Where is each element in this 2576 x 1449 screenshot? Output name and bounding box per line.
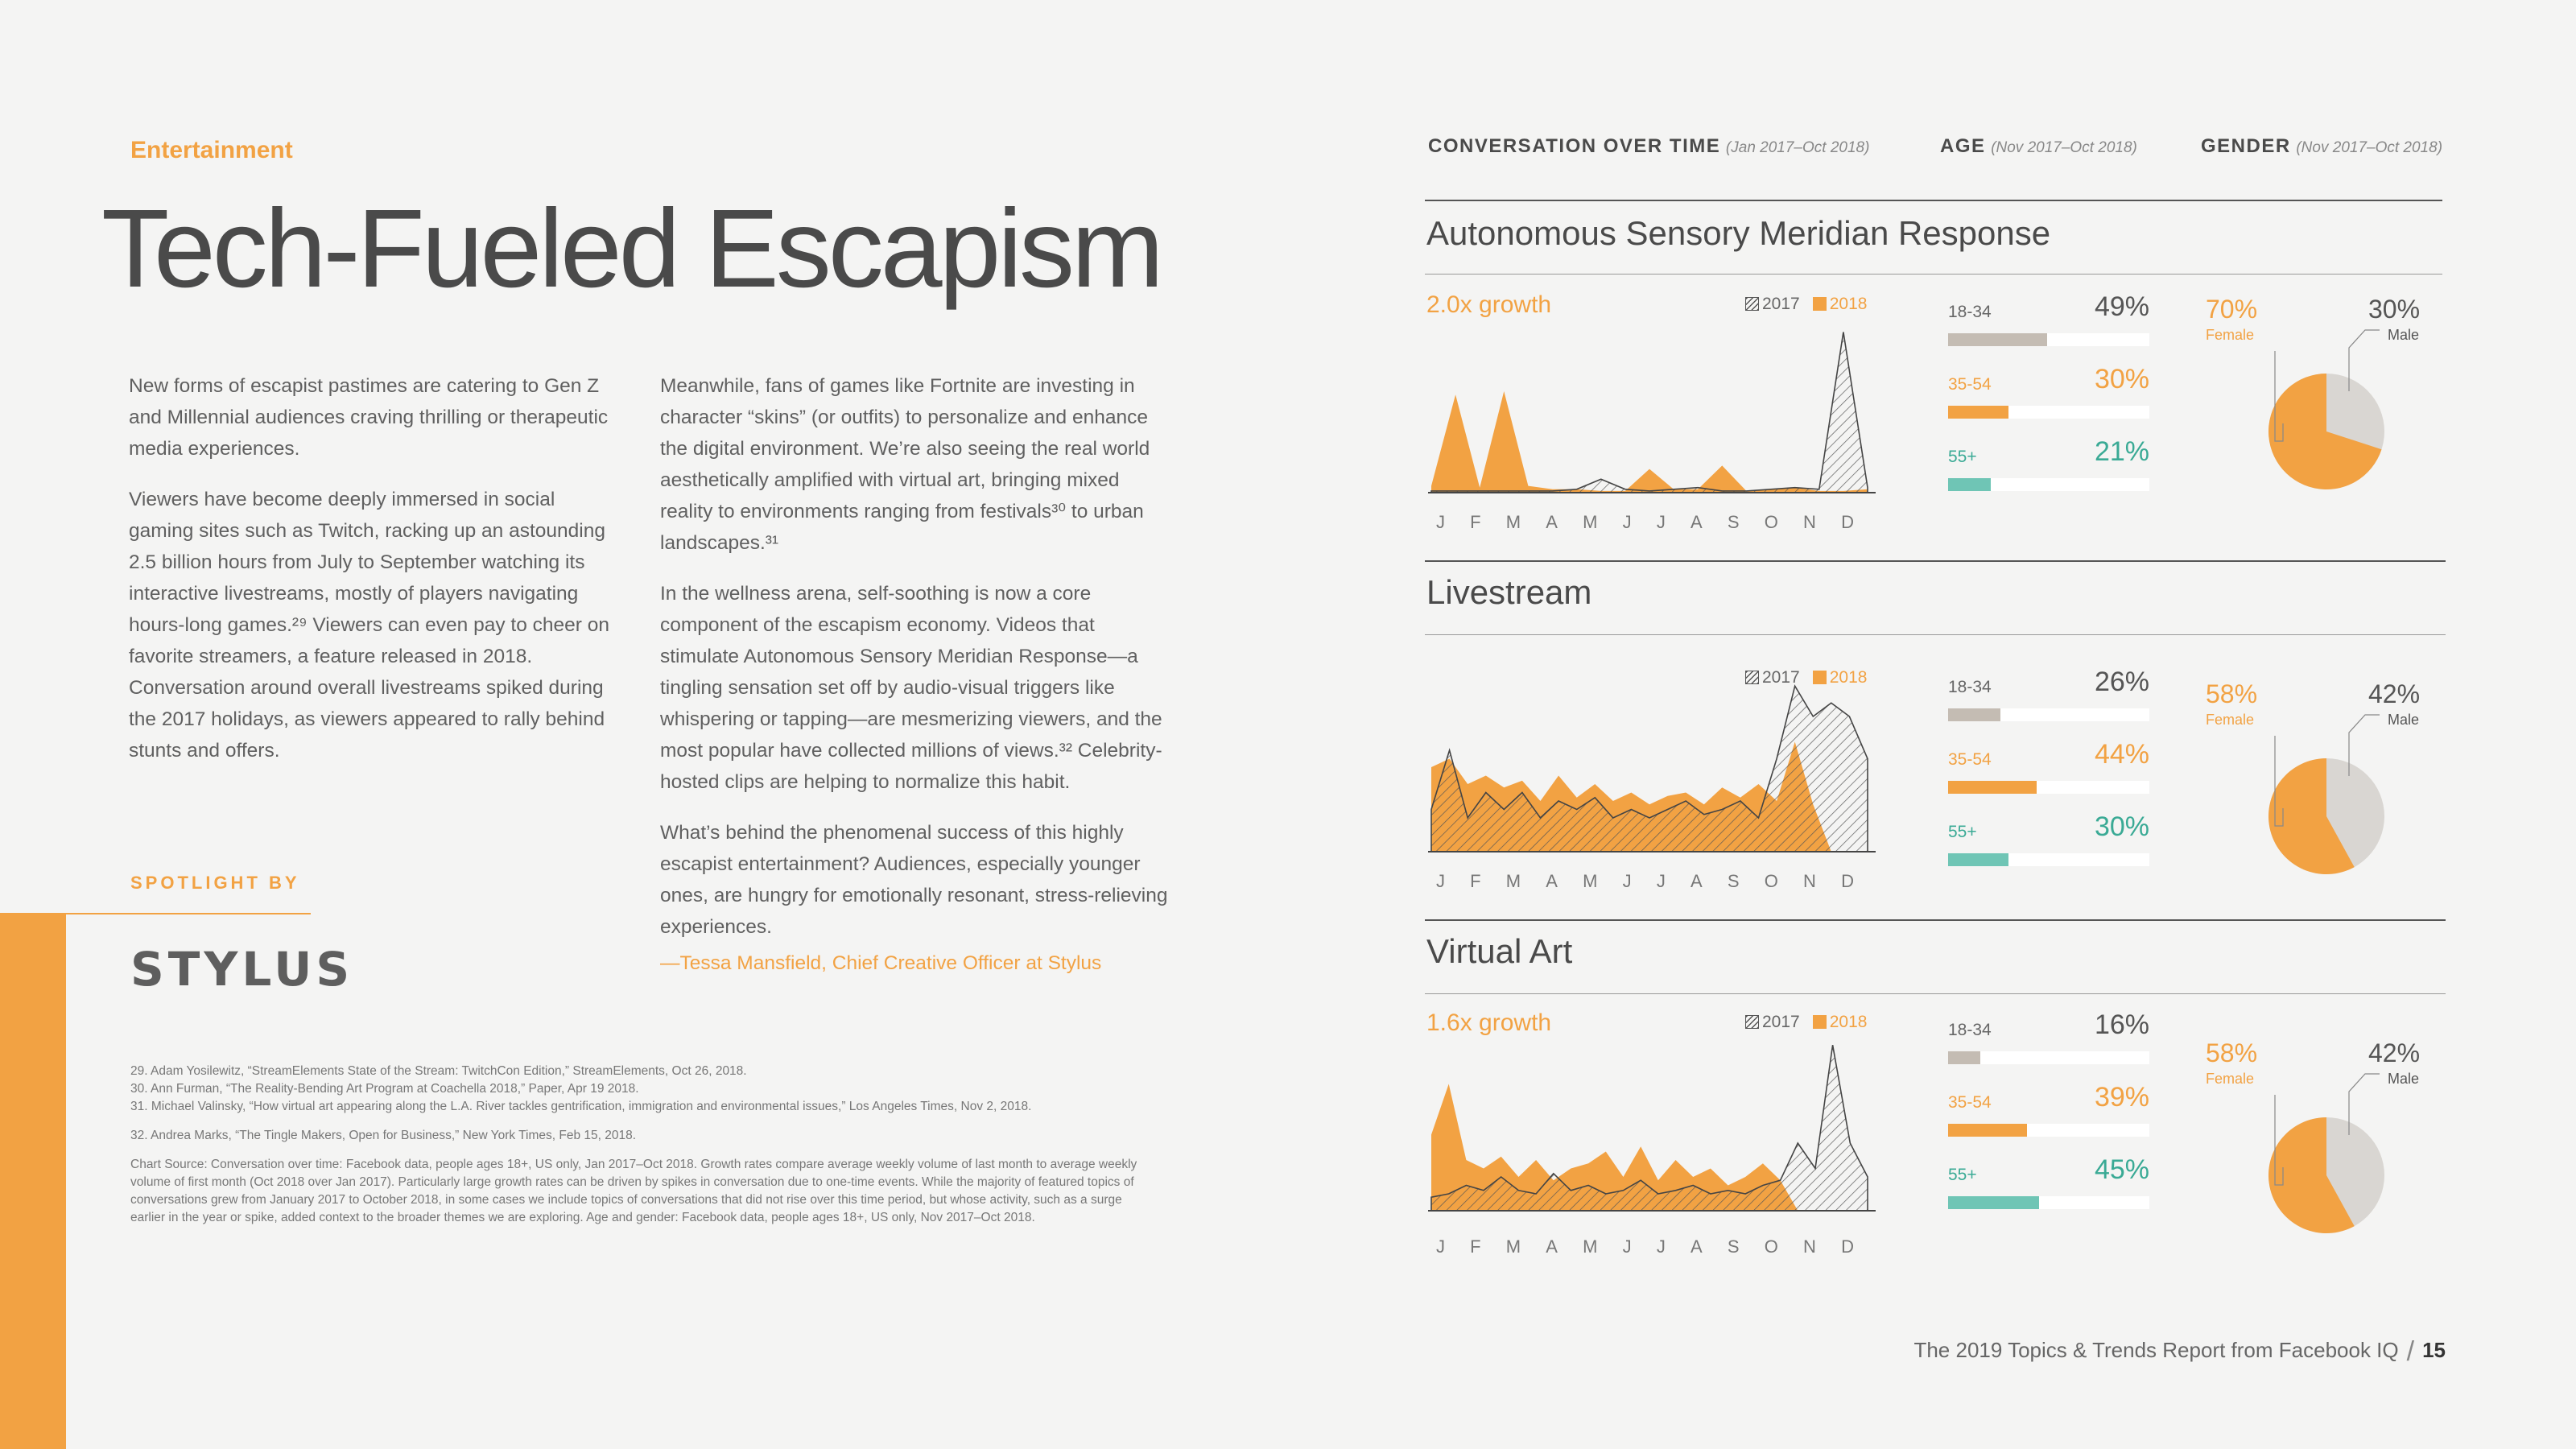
age-bar-fill <box>1948 478 1991 491</box>
month-axis <box>1436 871 1855 892</box>
age-bar-track <box>1948 853 2149 866</box>
age-pct: 44% <box>2094 739 2149 770</box>
age-bar-track <box>1948 406 2149 419</box>
month-tick-label: D <box>1841 871 1855 891</box>
age-row <box>1948 811 2149 884</box>
male-pct: 42% <box>2368 1038 2421 1067</box>
month-tick-label: S <box>1727 871 1740 891</box>
age-bar-track <box>1948 708 2149 721</box>
age-row <box>1948 291 2149 364</box>
month-tick-label: O <box>1764 1236 1779 1257</box>
male-pct: 30% <box>2368 295 2421 324</box>
spotlight-divider <box>0 913 311 914</box>
hatch-swatch-icon <box>1745 1015 1759 1029</box>
month-tick-label: J <box>1436 512 1446 532</box>
paragraph: New forms of escapist pastimes are catering to Gen Z and Millennial audiences craving thrilling or therapeutic media experiences. <box>129 375 609 460</box>
chart-source: Chart Source: Conversation over time: Facebook data, people ages 18+, US only, Jan 2017–Oct 2018. Growth rates compare average weekly volume of last month to average weekly volume of first month (Oct 2018 over Jan 2017). Particularly large growth rates can be driven by spikes in conversation due to one-time events. While the majority of featured topics of conversations grew from January 2017 to October 2018, in some cases we include topics of conversations that did not rise over this time period, but whose activity, such as a surge earlier in the year or spike, added context to the broader themes we are exploring. Age and gender: Facebook data, people ages 18+, US only, Nov 2017–Oct 2018. <box>130 1158 1137 1224</box>
body-column-1 <box>129 370 612 786</box>
month-tick-label: S <box>1727 1236 1740 1257</box>
male-label: Male <box>2388 712 2420 728</box>
age-pct: 30% <box>2094 364 2149 394</box>
gender-pie <box>2206 1038 2447 1248</box>
report-name: The 2019 Topics & Trends Report from Facebook IQ <box>1913 1338 2399 1362</box>
female-pct: 58% <box>2206 1038 2258 1067</box>
month-tick-label: F <box>1470 871 1482 891</box>
orange-swatch-icon <box>1813 1015 1827 1029</box>
divider <box>1425 200 2442 201</box>
female-label: Female <box>2206 712 2255 728</box>
month-tick-label: J <box>1622 871 1633 891</box>
spotlight-label: SPOTLIGHT BY <box>130 873 300 893</box>
panel-title: Virtual Art <box>1426 932 1573 970</box>
footnote: 31. Michael Valinsky, “How virtual art appearing along the L.A. River tackles gentrification, immigration and environmental issues,” Los Angeles Times, Nov 2, 2018. <box>130 1100 1032 1113</box>
month-tick-label: D <box>1841 1236 1855 1257</box>
panel-title: Autonomous Sensory Meridian Response <box>1426 214 2051 252</box>
page-footer <box>1913 1336 2446 1368</box>
age-label: 35-54 <box>1948 1093 1992 1112</box>
age-pct: 39% <box>2094 1082 2149 1113</box>
panel-title: Livestream <box>1426 573 1592 611</box>
month-tick-label: N <box>1803 871 1817 891</box>
month-tick-label: M <box>1505 871 1522 891</box>
age-label: 55+ <box>1948 1166 1977 1184</box>
growth-label: 2.0x growth <box>1426 291 1552 318</box>
female-pct: 70% <box>2206 295 2258 324</box>
gender-breakdown <box>2206 679 2447 889</box>
month-tick-label: M <box>1583 512 1599 532</box>
page-title: Tech-Fueled Escapism <box>101 187 1161 311</box>
month-tick-label: J <box>1436 871 1446 891</box>
gender-pie <box>2206 679 2447 889</box>
age-bar-fill <box>1948 333 2047 346</box>
paragraph: Meanwhile, fans of games like Fortnite are investing in character “skins” (or outfits) to personalize and enhance the digital environment. We’re also seeing the real world aesthetically amplified with virtual art, bringing mixed reality to environments ranging from festivals³⁰ to urban landscapes.³¹ <box>660 375 1150 554</box>
orange-accent-bar <box>0 913 66 1449</box>
age-label: 18-34 <box>1948 303 1992 321</box>
month-axis <box>1436 512 1855 533</box>
paragraph: What’s behind the phenomenal success of this highly escapist entertainment? Audiences, especially younger ones, are hungry for emotionally resonant, stress-relieving experiences. <box>660 822 1168 938</box>
month-tick-label: S <box>1727 512 1740 532</box>
panel-livestream <box>1425 573 2447 927</box>
age-label: 18-34 <box>1948 1021 1992 1039</box>
month-tick-label: M <box>1583 871 1599 891</box>
age-bar-track <box>1948 1051 2149 1064</box>
month-tick-label: A <box>1690 1236 1703 1257</box>
age-row <box>1948 1082 2149 1154</box>
age-pct: 21% <box>2094 436 2149 467</box>
age-row <box>1948 1009 2149 1082</box>
age-row <box>1948 739 2149 811</box>
month-tick-label: A <box>1546 871 1558 891</box>
conversation-chart <box>1425 319 1876 501</box>
age-row <box>1948 667 2149 739</box>
month-tick-label: F <box>1470 1236 1482 1257</box>
month-tick-label: O <box>1764 512 1779 532</box>
age-pct: 45% <box>2094 1154 2149 1185</box>
month-tick-label: A <box>1690 512 1703 532</box>
month-tick-label: N <box>1803 512 1817 532</box>
conversation-chart <box>1425 678 1876 860</box>
page-number: 15 <box>2422 1338 2446 1362</box>
month-tick-label: J <box>1656 871 1666 891</box>
age-bar-fill <box>1948 853 2008 866</box>
header-age: AGE (Nov 2017–Oct 2018) <box>1940 135 2137 157</box>
month-tick-label: M <box>1505 512 1522 532</box>
footnote: 29. Adam Yosilewitz, “StreamElements State of the Stream: TwitchCon Edition,” StreamElements, Oct 26, 2018. <box>130 1064 747 1078</box>
gender-pie <box>2206 295 2447 504</box>
age-bar-track <box>1948 1196 2149 1209</box>
age-pct: 49% <box>2094 291 2149 322</box>
age-label: 35-54 <box>1948 750 1992 769</box>
body-column-2 <box>660 370 1175 998</box>
header-conversation: CONVERSATION OVER TIME (Jan 2017–Oct 2018) <box>1428 135 1870 157</box>
stylus-logo: STYLUS <box>130 942 354 997</box>
age-label: 35-54 <box>1948 375 1992 394</box>
month-tick-label: M <box>1505 1236 1522 1257</box>
panel-virtual-art <box>1425 932 2447 1286</box>
series-2017-area <box>1431 686 1868 852</box>
footnotes <box>130 1063 1153 1227</box>
chart-legend: 2017 2018 <box>1745 1013 1867 1032</box>
growth-label: 1.6x growth <box>1426 1009 1552 1036</box>
age-bar-track <box>1948 333 2149 346</box>
age-label: 55+ <box>1948 448 1977 466</box>
male-pct: 42% <box>2368 679 2421 708</box>
month-tick-label: J <box>1656 512 1666 532</box>
panel-asmr <box>1425 214 2447 568</box>
age-pct: 30% <box>2094 811 2149 842</box>
female-label: Female <box>2206 327 2255 343</box>
age-bar-fill <box>1948 1124 2027 1137</box>
footnote: 30. Ann Furman, “The Reality-Bending Art Program at Coachella 2018,” Paper, Apr 19 2018. <box>130 1082 639 1096</box>
age-row <box>1948 364 2149 436</box>
gender-breakdown <box>2206 295 2447 504</box>
orange-swatch-icon <box>1813 297 1827 311</box>
male-label: Male <box>2388 1071 2420 1087</box>
month-axis <box>1436 1236 1855 1257</box>
paragraph: In the wellness arena, self-soothing is now a core component of the escapism economy. Videos that stimulate Autonomous Sensory Meridian Response—a tingling sensation set off by audio-visual triggers like whispering or tapping—are mesmerizing viewers, and the most popular have collected millions of views.³² Celebrity-hosted clips are helping to normalize this habit. <box>660 583 1162 793</box>
chart-legend: 2017 2018 <box>1745 295 1867 314</box>
series-2018-area <box>1431 391 1868 493</box>
gender-breakdown <box>2206 1038 2447 1248</box>
age-row <box>1948 436 2149 509</box>
age-bar-fill <box>1948 406 2008 419</box>
female-pct: 58% <box>2206 679 2258 708</box>
age-pct: 26% <box>2094 667 2149 697</box>
quote-attribution: —Tessa Mansfield, Chief Creative Officer at Stylus <box>660 952 1102 974</box>
female-label: Female <box>2206 1071 2255 1087</box>
age-bar-fill <box>1948 1051 1980 1064</box>
month-tick-label: J <box>1436 1236 1446 1257</box>
month-tick-label: A <box>1690 871 1703 891</box>
age-pct: 16% <box>2094 1009 2149 1040</box>
footer-slash: / <box>2406 1336 2415 1367</box>
month-tick-label: D <box>1841 512 1855 532</box>
header-gender: GENDER (Nov 2017–Oct 2018) <box>2201 135 2443 157</box>
footnote: 32. Andrea Marks, “The Tingle Makers, Open for Business,” New York Times, Feb 15, 2018. <box>130 1129 637 1142</box>
month-tick-label: N <box>1803 1236 1817 1257</box>
age-bar-fill <box>1948 708 2000 721</box>
paragraph: Viewers have become deeply immersed in social gaming sites such as Twitch, racking up an astounding 2.5 billion hours from July to September watching its interactive livestreams, mostly of players navigating hours-long games.²⁹ Viewers can even pay to cheer on favorite streamers, a feature released in 2018. Conversation around overall livestreams spiked during the 2017 holidays, as viewers appeared to rally behind stunts and offers. <box>129 489 610 762</box>
age-bar-track <box>1948 781 2149 794</box>
age-bar-fill <box>1948 781 2037 794</box>
male-label: Male <box>2388 327 2420 343</box>
month-tick-label: A <box>1546 512 1558 532</box>
month-tick-label: O <box>1764 871 1779 891</box>
age-breakdown <box>1948 291 2149 509</box>
month-tick-label: J <box>1622 1236 1633 1257</box>
chart-headers <box>1428 135 2442 167</box>
age-label: 55+ <box>1948 823 1977 841</box>
chart-legend: 2017 2018 <box>1745 668 1867 687</box>
age-bar-fill <box>1948 1196 2039 1209</box>
age-bar-track <box>1948 478 2149 491</box>
conversation-chart <box>1425 1037 1876 1219</box>
age-breakdown <box>1948 1009 2149 1227</box>
month-tick-label: F <box>1470 512 1482 532</box>
age-bar-track <box>1948 1124 2149 1137</box>
age-label: 18-34 <box>1948 678 1992 696</box>
month-tick-label: J <box>1656 1236 1666 1257</box>
age-breakdown <box>1948 667 2149 884</box>
month-tick-label: M <box>1583 1236 1599 1257</box>
month-tick-label: A <box>1546 1236 1558 1257</box>
category-label: Entertainment <box>130 137 293 163</box>
hatch-swatch-icon <box>1745 297 1759 311</box>
age-row <box>1948 1154 2149 1227</box>
month-tick-label: J <box>1622 512 1633 532</box>
